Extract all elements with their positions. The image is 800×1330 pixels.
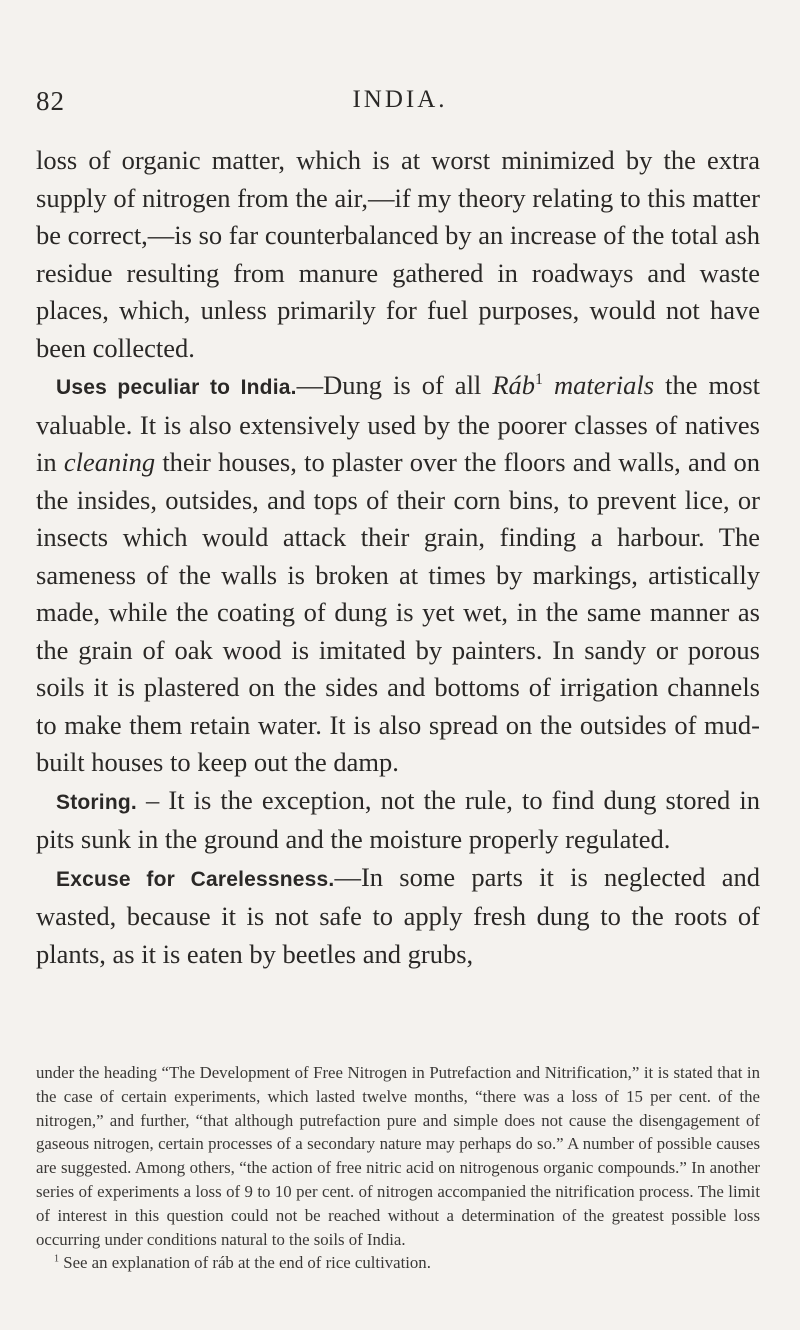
body-text	[36, 142, 760, 973]
footnote-1-text: See an explanation of ráb at the end of rice cultivation.	[59, 1253, 431, 1273]
paragraph-organic-matter: loss of organic matter, which is at worst minimized by the extra supply of nitrogen from the air,—if my theory relating to this matter be correct,—is so far counterbalanced by an increase of the total ash residue resulting from manure gathered in roadways and waste places, which, unless primarily for fuel purposes, would not have been collected.	[36, 145, 761, 363]
term-cleaning: cleaning	[63, 447, 156, 477]
text-segment: their houses, to plaster over the floors and walls, and on the insides, outsides, and tops of their corn bins, to prevent lice, or insects which would attack their grain, finding a harbour. The sameness of the walls is broken at times by markings, artistically made, while the coating of dung is yet wet, in the same manner as the grain of oak wood is imitated by painters. In sandy or porous soils it is plastered on the sides and bottoms of irrigation channels to make them retain water. It is also spread on the outsides of mud-built houses to keep out the damp.	[36, 447, 760, 777]
heading-excuse: Excuse for Carelessness.	[56, 867, 335, 891]
paragraph-excuse	[36, 859, 760, 974]
footnote-ref-1: 1	[535, 371, 543, 389]
paragraph-storing	[36, 782, 760, 859]
footnote-continued: under the heading “The Development of Free Nitrogen in Putrefaction and Nitrification,” it is stated that in the case of certain experiments, which lasted twelve months, “there was a loss of 15 per cent. of the nitrogen,” and further, “that although putrefaction pure and simple does not cause the disengagement of gaseous nitrogen, certain processes of a secondary nature may perhaps do so.” A number of possible causes are suggested. Among others, “the action of free nitric acid on nitrogenous organic compounds.” In another series of experiments a loss of 9 to 10 per cent. of nitrogen accompanied the nitrification process. The limit of interest in this question could not be reached without a determination of the greatest possible loss occurring under conditions natural to the soils of India.	[36, 1063, 760, 1249]
text-segment: —Dung is of all	[296, 370, 493, 400]
running-title: INDIA.	[352, 86, 448, 113]
heading-storing: Storing.	[56, 790, 137, 814]
footnote-1-marker: 1	[54, 1253, 60, 1265]
page-header	[0, 86, 800, 126]
footnote-1	[36, 1251, 760, 1275]
text-segment: —In some parts it is neglected and wasted, because it is not safe to apply fresh dung to the roots of plants, as it is eaten by beetles and grubs,	[36, 861, 760, 969]
text-segment: the most valuable. It is also extensively used by the poorer classes of natives in	[36, 370, 761, 477]
text-segment: – It is the exception, not the rule, to find dung stored in pits sunk in the ground and the moisture properly regulated.	[36, 784, 760, 854]
page-number: 82	[36, 86, 65, 116]
paragraph-uses-peculiar	[36, 367, 760, 782]
term-rab: Ráb	[492, 370, 535, 400]
footnotes	[36, 1061, 760, 1275]
heading-uses-peculiar: Uses peculiar to India.	[56, 376, 297, 399]
term-materials: materials	[542, 370, 655, 400]
